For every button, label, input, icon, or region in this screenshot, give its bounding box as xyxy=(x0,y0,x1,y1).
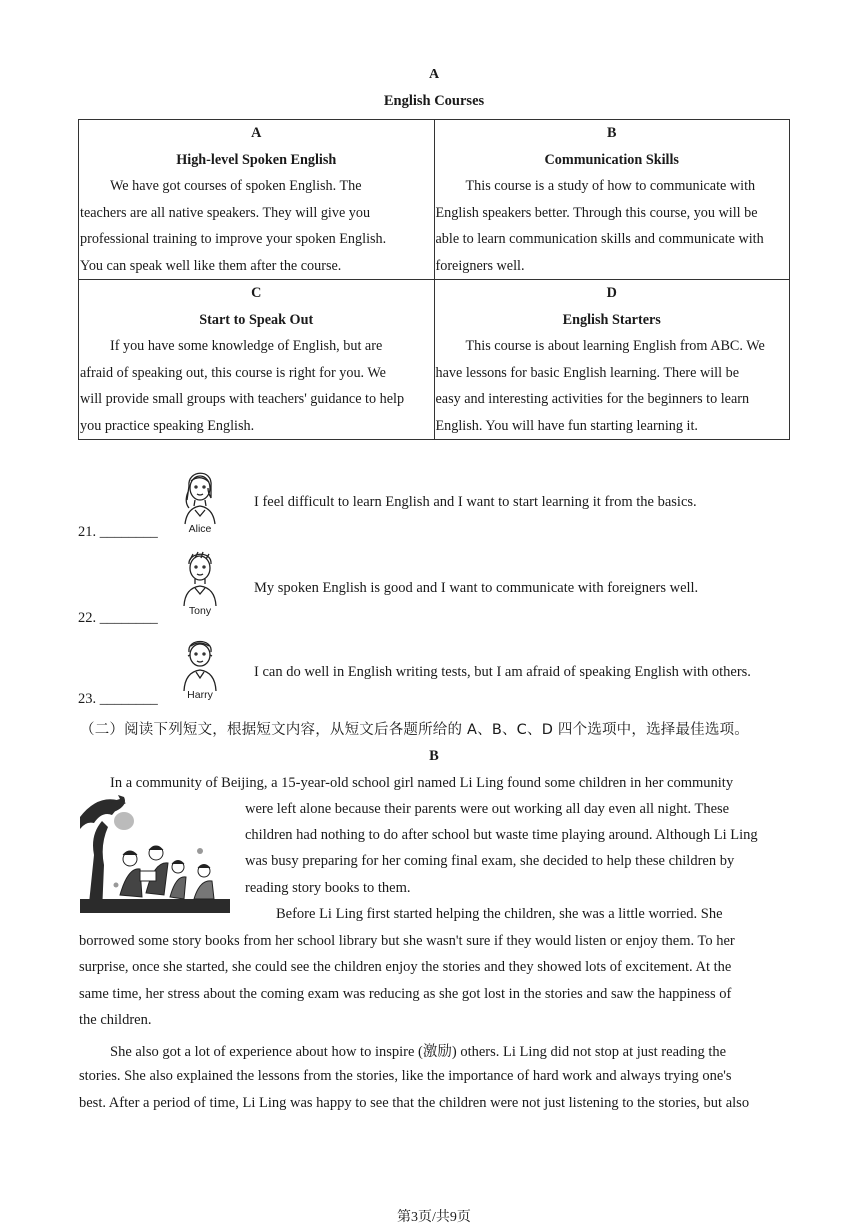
course-desc-line: will provide small groups with teachers' guidance to help xyxy=(80,391,405,407)
harry-figure xyxy=(170,636,230,701)
course-desc-line: If you have some knowledge of English, but are xyxy=(110,338,383,354)
course-desc-line: This course is about learning English from ABC. We xyxy=(465,338,765,354)
course-desc-line: afraid of speaking out, this course is right for you. We xyxy=(80,364,386,381)
course-title: Communication Skills xyxy=(544,151,679,168)
alice-figure xyxy=(170,464,230,535)
passage-line: She also got a lot of experience about how to inspire (激励) others. Li Ling did not stop at just reading the xyxy=(110,1044,727,1060)
page-title: English Courses xyxy=(383,93,485,109)
answer-blank[interactable]: 22. ________ xyxy=(78,610,158,626)
question-23 xyxy=(78,634,838,710)
course-letter: B xyxy=(607,125,617,141)
passage-line: the children. xyxy=(79,1012,152,1028)
passage-letter: B xyxy=(429,748,439,764)
student-name: Harry xyxy=(187,689,213,701)
passage-line: same time, her stress about the coming exam was reducing as she got lost in the stories and saw the happiness of xyxy=(79,986,732,1002)
girl-portrait-icon xyxy=(175,464,225,526)
question-22 xyxy=(78,548,838,628)
course-cell-b xyxy=(434,120,790,280)
passage-line: was busy preparing for her coming final exam, she decided to help these children by xyxy=(245,853,735,869)
children-reading-illustration xyxy=(80,795,230,913)
course-desc-line: professional training to improve your spoken English. xyxy=(80,231,387,247)
course-letter: A xyxy=(251,125,262,141)
course-title: English Starters xyxy=(562,311,661,328)
course-cell-d xyxy=(434,280,790,440)
course-cell-c xyxy=(79,280,435,440)
course-desc-line: This course is a study of how to communicate with xyxy=(465,178,756,194)
course-desc-line: We have got courses of spoken English. The xyxy=(110,178,362,194)
course-desc-line: English speakers better. Through this course, you will be xyxy=(435,204,758,221)
page-footer: 第3页/共9页 xyxy=(397,1210,471,1225)
course-desc-line: easy and interesting activities for the beginners to learn xyxy=(435,391,750,407)
boy-portrait-icon xyxy=(179,636,221,692)
tony-figure xyxy=(170,548,230,617)
passage-line: surprise, once she started, she could see the children enjoy the stories and they showed lots of excitement. At the xyxy=(79,959,732,975)
course-desc-line: English. You will have fun starting learning it. xyxy=(435,417,698,434)
course-desc-line: foreigners well. xyxy=(435,257,525,274)
course-desc-line: teachers are all native speakers. They will give you xyxy=(80,204,371,221)
course-letter: D xyxy=(606,285,617,301)
passage-line: best. After a period of time, Li Ling was happy to see that the children were not just listening to the stories, but also xyxy=(79,1095,750,1111)
passage-line: reading story books to them. xyxy=(245,880,411,896)
course-title: High-level Spoken English xyxy=(176,151,337,168)
question-21 xyxy=(78,462,838,542)
passage-line: children had nothing to do after school but waste time playing around. Although Li Ling xyxy=(245,827,758,843)
question-text: I feel difficult to learn English and I want to start learning it from the basics. xyxy=(254,494,697,510)
course-desc-line: you practice speaking English. xyxy=(80,417,255,434)
courses-table xyxy=(78,119,790,440)
course-letter: C xyxy=(251,285,262,301)
student-name: Alice xyxy=(188,523,212,535)
passage-line: In a community of Beijing, a 15-year-old school girl named Li Ling found some children in her community xyxy=(110,775,734,791)
boy-portrait-icon xyxy=(179,548,221,608)
passage-line: were left alone because their parents were out working all day even all night. These xyxy=(245,801,730,817)
section-letter: A xyxy=(428,67,440,82)
answer-blank[interactable]: 21. ________ xyxy=(78,524,158,540)
course-desc-line: You can speak well like them after the course. xyxy=(80,257,342,274)
answer-blank[interactable]: 23. ________ xyxy=(78,691,158,707)
course-desc-line: able to learn communication skills and communicate with xyxy=(435,231,764,247)
course-cell-a xyxy=(79,120,435,280)
question-text: My spoken English is good and I want to communicate with foreigners well. xyxy=(254,580,699,596)
passage-line: Before Li Ling first started helping the children, she was a little worried. She xyxy=(276,906,723,922)
student-name: Tony xyxy=(188,605,212,617)
section-instruction: （二）阅读下列短文，根据短文内容，从短文后各题所给的 A、B、C、D 四个选项中，选择最佳选项。 xyxy=(80,722,749,738)
passage-line: borrowed some story books from her school library but she wasn't sure if they would listen or enjoy them. To her xyxy=(79,933,735,949)
course-desc-line: have lessons for basic English learning. There will be xyxy=(435,364,740,381)
question-text: I can do well in English writing tests, but I am afraid of speaking English with others. xyxy=(254,664,751,680)
course-title: Start to Speak Out xyxy=(199,311,314,328)
passage-line: stories. She also explained the lessons from the stories, like the importance of hard work and always trying one's xyxy=(79,1068,732,1084)
illustration-image xyxy=(80,795,230,913)
